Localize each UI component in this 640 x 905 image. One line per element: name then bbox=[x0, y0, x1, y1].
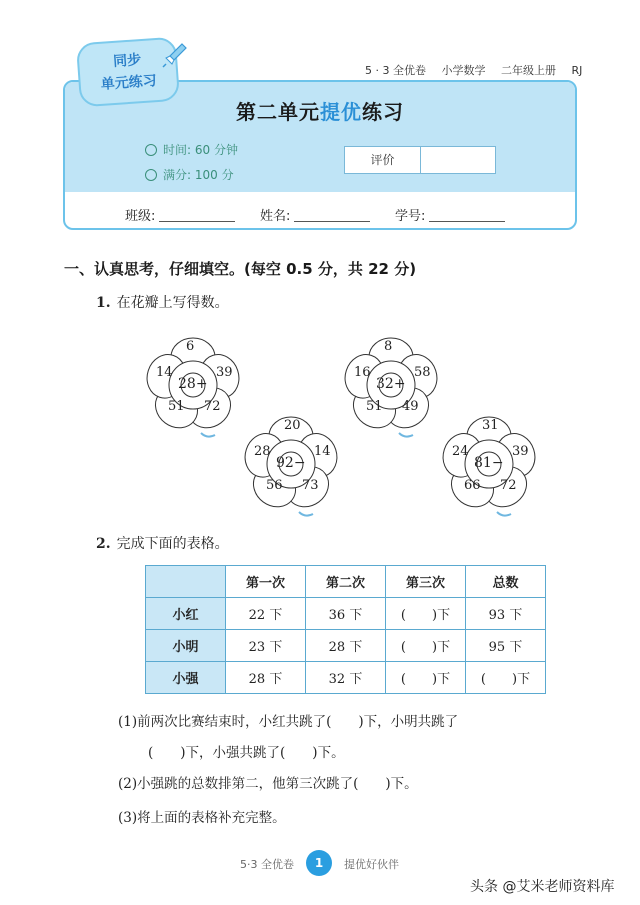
petal-number: 24 bbox=[452, 444, 469, 459]
table-header: 第二次 bbox=[306, 566, 386, 598]
table-blank-cell[interactable]: ( )下 bbox=[386, 662, 466, 694]
table-cell: 36 下 bbox=[306, 598, 386, 630]
table-blank-cell[interactable]: ( )下 bbox=[386, 630, 466, 662]
name-label: 姓名: bbox=[260, 209, 291, 224]
table-row bbox=[146, 598, 546, 630]
table-row bbox=[146, 662, 546, 694]
id-blank[interactable] bbox=[429, 210, 505, 222]
petal-number: 73 bbox=[302, 478, 319, 493]
class-blank[interactable] bbox=[159, 210, 235, 222]
edition: RJ bbox=[571, 64, 583, 77]
q2-number: 2. bbox=[96, 536, 111, 552]
full-score bbox=[145, 166, 234, 183]
question-1 bbox=[96, 292, 229, 312]
table-cell: 32 下 bbox=[306, 662, 386, 694]
flower bbox=[336, 333, 446, 443]
time-text: 时间: 60 分钟 bbox=[163, 143, 238, 157]
table-header-row bbox=[146, 566, 546, 598]
table-blank-cell[interactable]: ( )下 bbox=[386, 598, 466, 630]
flower bbox=[138, 333, 248, 443]
evaluation-box bbox=[344, 146, 496, 174]
table-cell: 23 下 bbox=[226, 630, 306, 662]
class-field[interactable] bbox=[125, 205, 235, 224]
q1-text: 在花瓣上写得数。 bbox=[116, 295, 229, 311]
table-header: 总数 bbox=[466, 566, 546, 598]
petal-number: 51 bbox=[168, 399, 185, 414]
petal-number: 51 bbox=[366, 399, 383, 414]
petal-number: 72 bbox=[204, 399, 221, 414]
student-id-field[interactable] bbox=[395, 205, 505, 224]
row-label: 小强 bbox=[146, 662, 226, 694]
question-2 bbox=[96, 533, 229, 553]
page-title bbox=[0, 96, 640, 125]
evaluation-label: 评价 bbox=[345, 147, 421, 173]
badge-line-2: 单元练习 bbox=[100, 73, 158, 93]
petal-number: 16 bbox=[354, 365, 371, 380]
petal-number: 20 bbox=[284, 418, 301, 433]
title-part-b: 练习 bbox=[362, 100, 404, 124]
table-cell: 28 下 bbox=[306, 630, 386, 662]
score-text: 满分: 100 分 bbox=[163, 168, 234, 182]
flower-center: 92− bbox=[276, 455, 306, 471]
watermark: 头条 @艾米老师资料库 bbox=[470, 879, 615, 895]
id-label: 学号: bbox=[395, 209, 426, 224]
petal-number: 31 bbox=[482, 418, 499, 433]
time-limit bbox=[145, 141, 238, 158]
petal-number: 49 bbox=[402, 399, 419, 414]
table-header: 第一次 bbox=[226, 566, 306, 598]
footer-slogan: 提优好伙伴 bbox=[344, 858, 399, 871]
row-label: 小明 bbox=[146, 630, 226, 662]
name-field[interactable] bbox=[260, 205, 370, 224]
sub-question-1a: (1)前两次比赛结束时，小红共跳了( )下，小明共跳了 bbox=[118, 714, 459, 730]
grade: 二年级上册 bbox=[500, 64, 556, 77]
table-cell: 95 下 bbox=[466, 630, 546, 662]
petal-number: 39 bbox=[512, 444, 529, 459]
petal-number: 39 bbox=[216, 365, 233, 380]
q2-text: 完成下面的表格。 bbox=[116, 536, 229, 552]
section-title: 一、认真思考，仔细填空。(每空 0.5 分，共 22 分) bbox=[64, 260, 417, 278]
footer-brand: 5·3 全优卷 bbox=[240, 858, 294, 871]
flower-center: 32+ bbox=[376, 376, 406, 392]
sub-question-2: (2)小强跳的总数排第二，他第三次跳了( )下。 bbox=[118, 776, 418, 792]
title-part-a: 第二单元 bbox=[236, 100, 320, 124]
check-icon bbox=[145, 169, 157, 181]
table-row bbox=[146, 630, 546, 662]
name-blank[interactable] bbox=[294, 210, 370, 222]
petal-number: 66 bbox=[464, 478, 481, 493]
petal-number: 72 bbox=[500, 478, 517, 493]
row-label: 小红 bbox=[146, 598, 226, 630]
petal-number: 8 bbox=[384, 339, 393, 354]
flower bbox=[236, 412, 346, 522]
page-number: 1 bbox=[306, 850, 332, 876]
petal-number: 56 bbox=[266, 478, 283, 493]
table-cell: 28 下 bbox=[226, 662, 306, 694]
title-highlight: 提优 bbox=[320, 100, 362, 124]
petal-number: 14 bbox=[314, 444, 331, 459]
sub-question-3: (3)将上面的表格补充完整。 bbox=[118, 810, 286, 826]
flower-center: 81− bbox=[474, 455, 504, 471]
class-label: 班级: bbox=[125, 209, 156, 224]
flower-center: 28+ bbox=[178, 376, 208, 392]
subject: 小学数学 bbox=[441, 64, 486, 77]
table-cell: 93 下 bbox=[466, 598, 546, 630]
series-info bbox=[365, 62, 582, 78]
table-header: 第三次 bbox=[386, 566, 466, 598]
petal-number: 6 bbox=[186, 339, 195, 354]
jump-table bbox=[145, 565, 546, 694]
petal-number: 58 bbox=[414, 365, 431, 380]
series-name: 5 · 3 全优卷 bbox=[365, 64, 426, 77]
footer bbox=[0, 850, 640, 876]
q1-number: 1. bbox=[96, 295, 111, 311]
petal-number: 28 bbox=[254, 444, 271, 459]
table-cell: 22 下 bbox=[226, 598, 306, 630]
clock-icon bbox=[145, 144, 157, 156]
petal-number: 14 bbox=[156, 365, 173, 380]
flower bbox=[434, 412, 544, 522]
rocket-icon bbox=[160, 40, 190, 70]
table-blank-cell[interactable]: ( )下 bbox=[466, 662, 546, 694]
badge-line-1: 同步 bbox=[112, 52, 142, 70]
sub-question-1b: ( )下，小强共跳了( )下。 bbox=[148, 745, 345, 761]
table-corner bbox=[146, 566, 226, 598]
